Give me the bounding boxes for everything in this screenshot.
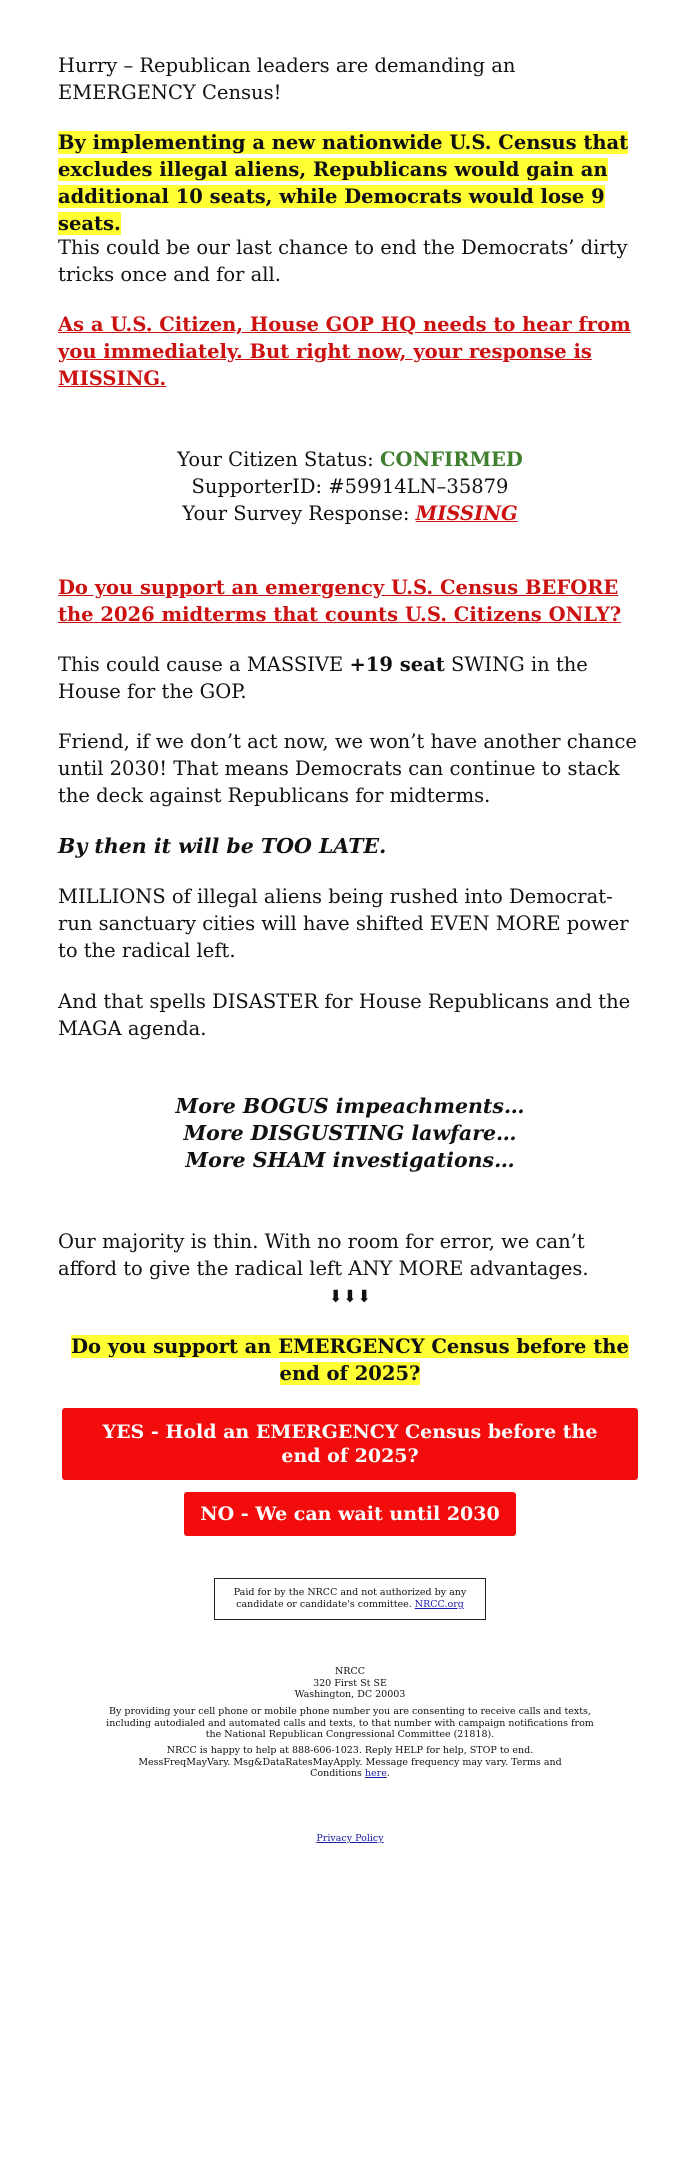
- yes-button[interactable]: YES - Hold an EMERGENCY Census before the end of 2025?: [62, 1408, 638, 1480]
- red-question-paragraph: [58, 574, 642, 628]
- paid-for-disclaimer: [214, 1578, 486, 1620]
- highlight-seats-text: By implementing a new nationwide U.S. Census that excludes illegal aliens, Republicans would gain an additional 10 seats, while Democrats would lose 9 seats.: [58, 131, 629, 235]
- highlight-question-paragraph: [58, 1333, 642, 1387]
- highlight-question-text: Do you support an EMERGENCY Census before the end of 2025?: [71, 1335, 629, 1385]
- more-line: More BOGUS impeachments…: [175, 1094, 525, 1118]
- no-button[interactable]: NO - We can wait until 2030: [184, 1492, 516, 1536]
- seat-swing-bold: +19 seat: [349, 653, 445, 676]
- citizen-status-label: Your Citizen Status:: [177, 448, 380, 471]
- status-block: [58, 446, 642, 527]
- majority-text: Our majority is thin. With no room for error, we can’t afford to give the radical left ANY MORE advantages.: [58, 1230, 589, 1280]
- disclaimer-wrap: [58, 1578, 642, 1620]
- seat-swing-text: [58, 651, 642, 705]
- red-question-text: Do you support an emergency U.S. Census BEFORE the 2026 midterms that counts U.S. Citizens ONLY?: [58, 576, 622, 626]
- footer-street: 320 First St SE: [313, 1677, 387, 1689]
- survey-response-label: Your Survey Response:: [182, 502, 416, 525]
- disaster-text: And that spells DISASTER for House Republicans and the MAGA agenda.: [58, 990, 631, 1040]
- last-chance-text: This could be our last chance to end the Democrats’ dirty tricks once and for all.: [58, 236, 628, 286]
- friend-text: Friend, if we don’t act now, we won’t have another chance until 2030! That means Democrats can continue to stack the deck against Republicans for midterms.: [58, 730, 637, 807]
- privacy-wrap: [58, 1833, 642, 1845]
- down-arrows-icon: ⬇⬇⬇: [328, 1287, 372, 1307]
- red-notice-paragraph: [58, 311, 642, 392]
- privacy-policy-link[interactable]: Privacy Policy: [316, 1833, 384, 1844]
- too-late-text: By then it will be TOO LATE.: [58, 834, 387, 858]
- millions-text: MILLIONS of illegal aliens being rushed into Democrat-run sanctuary cities will have shifted EVEN MORE power to the radical left.: [58, 885, 629, 962]
- nrcc-link[interactable]: NRCC.org: [414, 1599, 464, 1610]
- intro-text: Hurry – Republican leaders are demanding an EMERGENCY Census!: [58, 54, 516, 104]
- footer-city: Washington, DC 20003: [294, 1689, 406, 1700]
- help-text: NRCC is happy to help at 888-606-1023. Reply HELP for help, STOP to end. MessFreqMayVary. Msg&DataRatesMayApply. Message frequency may vary. Terms and Conditions: [138, 1745, 562, 1779]
- footer-org: NRCC: [334, 1666, 365, 1677]
- consent-text: By providing your cell phone or mobile phone number you are consenting to receive calls and texts, including autodialed and automated calls and texts, to that number with campaign notifications from the National Republican Congressional Committee (21818).: [106, 1706, 594, 1740]
- seat-swing-before: This could cause a MASSIVE: [58, 653, 350, 676]
- more-line: More DISGUSTING lawfare…: [183, 1121, 517, 1145]
- citizen-status-line: [58, 446, 642, 473]
- survey-response-line: [58, 500, 642, 527]
- highlight-paragraph: [58, 129, 642, 237]
- seat-swing-after: SWING in the House for the GOP.: [58, 653, 588, 703]
- disclaimer-text: Paid for by the NRCC and not authorized by any candidate or candidate's committee.: [233, 1587, 467, 1610]
- more-lines-block: [58, 1093, 642, 1174]
- supporter-id-line: SupporterID: #59914LN–35879: [191, 475, 509, 498]
- survey-response-value: MISSING: [415, 502, 518, 525]
- terms-link[interactable]: here: [364, 1768, 387, 1779]
- help-text-block: NRCC is happy to help at 888-606-1023. Reply HELP for help, STOP to end. MessFreqMayVary. Msg&DataRatesMayApply. Message frequency may vary. Terms and Conditions here.: [138, 1745, 562, 1779]
- footer-address: [58, 1666, 642, 1701]
- citizen-status-value: CONFIRMED: [379, 448, 523, 471]
- red-notice-text: As a U.S. Citizen, House GOP HQ needs to hear from you immediately. But right now, your response is MISSING.: [58, 313, 631, 390]
- more-line: More SHAM investigations…: [185, 1148, 515, 1172]
- no-button-wrap: [58, 1492, 642, 1536]
- yes-button-wrap: [62, 1408, 638, 1480]
